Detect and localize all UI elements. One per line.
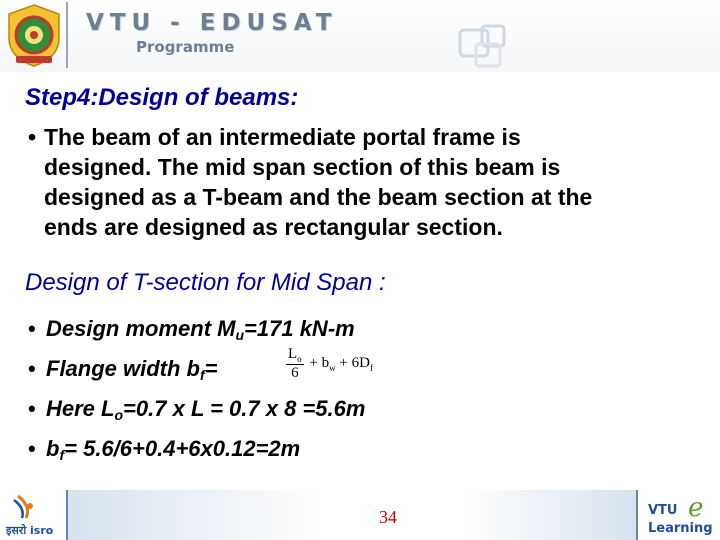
item-after: =171 kN-m — [244, 316, 355, 341]
svg-text:e: e — [688, 493, 704, 523]
intro-line: The beam of an intermediate portal frame is — [44, 124, 521, 150]
formula-fraction — [286, 346, 304, 382]
item-subscript: u — [235, 327, 245, 343]
decorative-squares-icon — [456, 24, 536, 72]
formula-rest: + $b_w + 6D_f$ — [309, 355, 373, 373]
section-title: Design of T-section for Mid Span : — [25, 269, 386, 296]
flange-width-formula — [286, 346, 373, 382]
item-subscript: o — [114, 407, 124, 423]
intro-line: ends are designed as rectangular section. — [44, 214, 503, 240]
bullet-symbol: • — [28, 124, 37, 150]
item-subscript: f — [200, 367, 205, 383]
header-banner — [0, 0, 720, 72]
footer-divider-right — [636, 490, 638, 540]
bullet-symbol: • — [28, 396, 36, 421]
design-list — [28, 314, 365, 474]
item-text: Design moment M — [46, 316, 236, 341]
item-subscript: f — [59, 447, 65, 463]
intro-bullet — [28, 122, 718, 242]
isro-logo — [4, 492, 62, 538]
item-after: =0.7 x L = 0.7 x 8 =5.6m — [123, 396, 366, 421]
footer-divider-left — [66, 490, 68, 540]
vtu-emblem-logo — [4, 2, 64, 68]
formula-denominator: 6 — [291, 365, 299, 381]
svg-text:इसरो isro: इसरो isro — [6, 524, 54, 537]
header-divider — [66, 2, 68, 68]
intro-line: designed as a T-beam and the beam section at the — [44, 184, 593, 210]
page-number: 34 — [379, 507, 397, 527]
item-text: Flange width b — [46, 356, 200, 381]
bullet-symbol: • — [28, 356, 36, 381]
svg-text:Learning: Learning — [648, 521, 713, 536]
intro-line: designed. The mid span section of this beam is — [44, 154, 561, 180]
item-text: Here L — [46, 396, 115, 421]
list-item-flange-result — [28, 434, 365, 474]
item-after: = — [204, 356, 218, 381]
banner-title: VTU - EDUSAT — [86, 10, 338, 36]
formula-numerator: $L_o$ — [288, 346, 302, 364]
bullet-symbol: • — [28, 316, 36, 341]
banner-subtitle: Programme — [136, 38, 235, 56]
svg-text:VTU: VTU — [648, 503, 678, 518]
footer-bar — [68, 490, 636, 540]
item-text: b — [46, 436, 60, 461]
list-item-effective-length — [28, 394, 365, 434]
vtu-learning-logo — [644, 492, 716, 538]
item-after: = 5.6/6+0.4+6x0.12=2m — [64, 436, 301, 461]
bullet-symbol: • — [28, 436, 36, 461]
step-title: Step4:Design of beams: — [25, 84, 299, 111]
